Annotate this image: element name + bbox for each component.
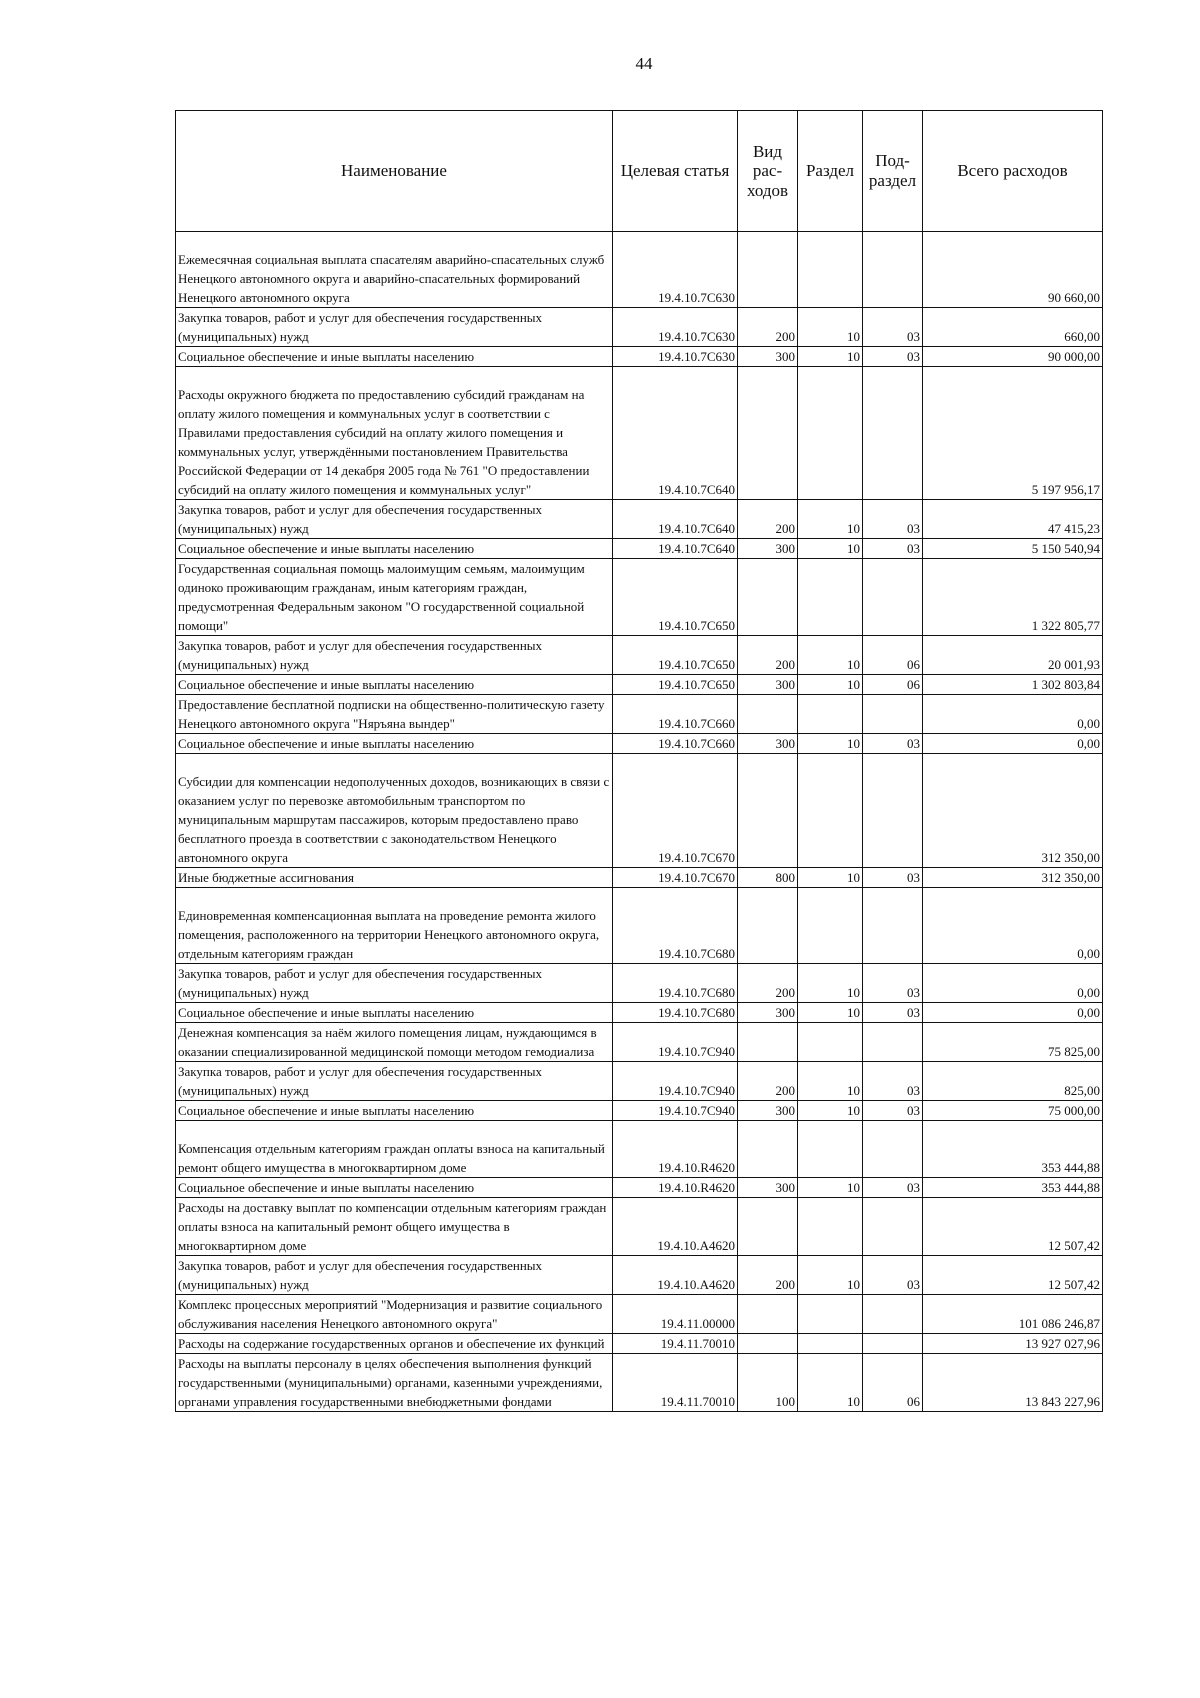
- row-vid-cell: 300: [738, 539, 798, 559]
- row-name-cell: Закупка товаров, работ и услуг для обеспечения государственных (муниципальных) нужд: [176, 636, 613, 675]
- row-name-cell: Закупка товаров, работ и услуг для обеспечения государственных (муниципальных) нужд: [176, 1062, 613, 1101]
- row-razdel-cell: 10: [798, 964, 863, 1003]
- row-podrazdel-cell: [863, 1334, 923, 1354]
- row-name-cell: Расходы на выплаты персоналу в целях обеспечения выполнения функций государственными (муниципальными) органами, казенными учреждениями, органами управления государственными внебюджетными фондами: [176, 1354, 613, 1412]
- row-razdel-cell: [798, 232, 863, 308]
- row-code-cell: 19.4.10.7С670: [613, 868, 738, 888]
- row-name-cell: Социальное обеспечение и иные выплаты населению: [176, 1101, 613, 1121]
- table-row: [176, 695, 1103, 734]
- row-vid-cell: 200: [738, 636, 798, 675]
- table-row: [176, 1354, 1103, 1412]
- row-name-cell: Расходы на доставку выплат по компенсации отдельным категориям граждан оплаты взноса на капитальный ремонт общего имущества в многоквартирном доме: [176, 1198, 613, 1256]
- table-row: [176, 500, 1103, 539]
- row-code-cell: 19.4.10.7С940: [613, 1062, 738, 1101]
- row-total-cell: 5 150 540,94: [923, 539, 1103, 559]
- row-code-cell: 19.4.10.7С660: [613, 695, 738, 734]
- row-code-cell: 19.4.10.7С630: [613, 308, 738, 347]
- row-total-cell: 90 000,00: [923, 347, 1103, 367]
- row-podrazdel-cell: [863, 754, 923, 868]
- row-vid-cell: [738, 1121, 798, 1178]
- row-razdel-cell: 10: [798, 868, 863, 888]
- table-row: [176, 1334, 1103, 1354]
- row-name-cell: Социальное обеспечение и иные выплаты населению: [176, 347, 613, 367]
- row-code-cell: 19.4.10.7С680: [613, 1003, 738, 1023]
- row-name-cell: Субсидии для компенсации недополученных доходов, возникающих в связи с оказанием услуг по перевозке автомобильным транспортом по муниципальным маршрутам пассажиров, которым предоставлено право бесплатного проезда в соответствии с законодательством Ненецкого автономного округа: [176, 754, 613, 868]
- row-razdel-cell: [798, 888, 863, 964]
- row-code-cell: 19.4.10.7С650: [613, 675, 738, 695]
- row-code-cell: 19.4.11.00000: [613, 1295, 738, 1334]
- header-razdel: Раздел: [798, 111, 863, 232]
- row-razdel-cell: [798, 695, 863, 734]
- row-podrazdel-cell: [863, 559, 923, 636]
- row-podrazdel-cell: 03: [863, 347, 923, 367]
- row-razdel-cell: 10: [798, 1178, 863, 1198]
- row-vid-cell: 200: [738, 964, 798, 1003]
- row-name-cell: Ежемесячная социальная выплата спасателям аварийно-спасательных служб Ненецкого автономного округа и аварийно-спасательных формирований Ненецкого автономного округа: [176, 232, 613, 308]
- row-vid-cell: 200: [738, 1256, 798, 1295]
- row-code-cell: 19.4.10.R4620: [613, 1121, 738, 1178]
- row-name-cell: Расходы окружного бюджета по предоставлению субсидий гражданам на оплату жилого помещения и коммунальных услуг в соответствии с Правилами предоставления субсидий на оплату жилого помещения и коммунальных услуг, утверждёнными постановлением Правительства Российской Федерации от 14 декабря 2005 года № 761 "О предоставлении субсидий на оплату жилого помещения и коммунальных услуг": [176, 367, 613, 500]
- row-name-cell: Социальное обеспечение и иные выплаты населению: [176, 1178, 613, 1198]
- row-name-cell: Социальное обеспечение и иные выплаты населению: [176, 675, 613, 695]
- row-total-cell: 5 197 956,17: [923, 367, 1103, 500]
- row-total-cell: 825,00: [923, 1062, 1103, 1101]
- row-razdel-cell: [798, 1023, 863, 1062]
- row-razdel-cell: 10: [798, 675, 863, 695]
- row-vid-cell: 300: [738, 347, 798, 367]
- row-podrazdel-cell: 03: [863, 539, 923, 559]
- row-vid-cell: [738, 1198, 798, 1256]
- table-row: [176, 1121, 1103, 1178]
- header-total: Всего расходов: [923, 111, 1103, 232]
- table-row: [176, 559, 1103, 636]
- row-podrazdel-cell: 03: [863, 1178, 923, 1198]
- row-code-cell: 19.4.10.7С640: [613, 539, 738, 559]
- row-name-cell: Закупка товаров, работ и услуг для обеспечения государственных (муниципальных) нужд: [176, 1256, 613, 1295]
- row-podrazdel-cell: [863, 1023, 923, 1062]
- row-name-cell: Закупка товаров, работ и услуг для обеспечения государственных (муниципальных) нужд: [176, 308, 613, 347]
- table-row: [176, 367, 1103, 500]
- row-podrazdel-cell: 03: [863, 1062, 923, 1101]
- row-podrazdel-cell: 03: [863, 500, 923, 539]
- table-row: [176, 734, 1103, 754]
- header-vid: Вид рас-ходов: [738, 111, 798, 232]
- row-podrazdel-cell: 06: [863, 675, 923, 695]
- row-vid-cell: 300: [738, 734, 798, 754]
- row-podrazdel-cell: 03: [863, 308, 923, 347]
- page-number: 44: [635, 54, 653, 73]
- row-vid-cell: [738, 1023, 798, 1062]
- row-podrazdel-cell: [863, 367, 923, 500]
- row-podrazdel-cell: [863, 1198, 923, 1256]
- row-code-cell: 19.4.10.7С640: [613, 367, 738, 500]
- row-podrazdel-cell: 03: [863, 1256, 923, 1295]
- row-razdel-cell: 10: [798, 347, 863, 367]
- row-podrazdel-cell: 06: [863, 1354, 923, 1412]
- row-total-cell: 0,00: [923, 1003, 1103, 1023]
- row-vid-cell: 200: [738, 500, 798, 539]
- header-name: Наименование: [176, 111, 613, 232]
- row-total-cell: 312 350,00: [923, 868, 1103, 888]
- row-code-cell: 19.4.10.7С940: [613, 1101, 738, 1121]
- row-razdel-cell: 10: [798, 308, 863, 347]
- row-code-cell: 19.4.11.70010: [613, 1334, 738, 1354]
- row-total-cell: 1 302 803,84: [923, 675, 1103, 695]
- row-total-cell: 75 825,00: [923, 1023, 1103, 1062]
- row-total-cell: 660,00: [923, 308, 1103, 347]
- row-vid-cell: 800: [738, 868, 798, 888]
- row-razdel-cell: 10: [798, 1256, 863, 1295]
- row-total-cell: 0,00: [923, 964, 1103, 1003]
- header-code: Целевая статья: [613, 111, 738, 232]
- row-podrazdel-cell: 03: [863, 1003, 923, 1023]
- row-razdel-cell: 10: [798, 1101, 863, 1121]
- row-podrazdel-cell: [863, 888, 923, 964]
- row-name-cell: Предоставление бесплатной подписки на общественно-политическую газету Ненецкого автономного округа "Няръяна вындер": [176, 695, 613, 734]
- row-razdel-cell: [798, 367, 863, 500]
- row-code-cell: 19.4.10.7С940: [613, 1023, 738, 1062]
- row-total-cell: 47 415,23: [923, 500, 1103, 539]
- row-razdel-cell: 10: [798, 539, 863, 559]
- row-code-cell: 19.4.11.70010: [613, 1354, 738, 1412]
- row-podrazdel-cell: 03: [863, 1101, 923, 1121]
- row-code-cell: 19.4.10.7С650: [613, 636, 738, 675]
- row-total-cell: 101 086 246,87: [923, 1295, 1103, 1334]
- row-total-cell: 20 001,93: [923, 636, 1103, 675]
- table-row: [176, 888, 1103, 964]
- table-row: [176, 1295, 1103, 1334]
- row-vid-cell: [738, 754, 798, 868]
- row-name-cell: Иные бюджетные ассигнования: [176, 868, 613, 888]
- row-razdel-cell: [798, 1295, 863, 1334]
- row-total-cell: 12 507,42: [923, 1198, 1103, 1256]
- row-vid-cell: [738, 695, 798, 734]
- row-razdel-cell: 10: [798, 734, 863, 754]
- row-razdel-cell: [798, 1334, 863, 1354]
- row-code-cell: 19.4.10.7С680: [613, 964, 738, 1003]
- table-row: [176, 636, 1103, 675]
- row-total-cell: 0,00: [923, 888, 1103, 964]
- table-row: [176, 754, 1103, 868]
- row-vid-cell: 200: [738, 308, 798, 347]
- row-name-cell: Комплекс процессных мероприятий "Модернизация и развитие социального обслуживания населения Ненецкого автономного округа": [176, 1295, 613, 1334]
- row-vid-cell: 100: [738, 1354, 798, 1412]
- row-name-cell: Социальное обеспечение и иные выплаты населению: [176, 734, 613, 754]
- table-row: [176, 1198, 1103, 1256]
- table-row: [176, 1003, 1103, 1023]
- row-razdel-cell: 10: [798, 636, 863, 675]
- row-code-cell: 19.4.10.7С680: [613, 888, 738, 964]
- row-total-cell: 312 350,00: [923, 754, 1103, 868]
- row-name-cell: Закупка товаров, работ и услуг для обеспечения государственных (муниципальных) нужд: [176, 964, 613, 1003]
- row-total-cell: 13 927 027,96: [923, 1334, 1103, 1354]
- row-podrazdel-cell: [863, 695, 923, 734]
- table-row: [176, 868, 1103, 888]
- row-podrazdel-cell: 06: [863, 636, 923, 675]
- row-code-cell: 19.4.10.А4620: [613, 1256, 738, 1295]
- row-name-cell: Социальное обеспечение и иные выплаты населению: [176, 1003, 613, 1023]
- row-total-cell: 90 660,00: [923, 232, 1103, 308]
- table-body: [176, 232, 1103, 1412]
- row-name-cell: Социальное обеспечение и иные выплаты населению: [176, 539, 613, 559]
- budget-table: [175, 110, 1103, 1412]
- row-razdel-cell: [798, 1121, 863, 1178]
- row-razdel-cell: [798, 1198, 863, 1256]
- row-total-cell: 12 507,42: [923, 1256, 1103, 1295]
- row-code-cell: 19.4.10.7С640: [613, 500, 738, 539]
- row-name-cell: Единовременная компенсационная выплата на проведение ремонта жилого помещения, расположенного на территории Ненецкого автономного округа, отдельным категориям граждан: [176, 888, 613, 964]
- row-razdel-cell: 10: [798, 1062, 863, 1101]
- table-row: [176, 1023, 1103, 1062]
- row-vid-cell: 300: [738, 1178, 798, 1198]
- row-razdel-cell: 10: [798, 1003, 863, 1023]
- table-row: [176, 308, 1103, 347]
- row-vid-cell: 300: [738, 675, 798, 695]
- row-podrazdel-cell: 03: [863, 964, 923, 1003]
- row-code-cell: 19.4.10.7С670: [613, 754, 738, 868]
- row-razdel-cell: [798, 559, 863, 636]
- table-row: [176, 232, 1103, 308]
- row-vid-cell: [738, 559, 798, 636]
- row-total-cell: 353 444,88: [923, 1178, 1103, 1198]
- table-row: [176, 347, 1103, 367]
- row-code-cell: 19.4.10.7С630: [613, 347, 738, 367]
- row-razdel-cell: 10: [798, 1354, 863, 1412]
- row-podrazdel-cell: [863, 1295, 923, 1334]
- row-name-cell: Государственная социальная помощь малоимущим семьям, малоимущим одиноко проживающим гражданам, иным категориям граждан, предусмотренная Федеральным законом "О государственной социальной помощи": [176, 559, 613, 636]
- row-name-cell: Денежная компенсация за наём жилого помещения лицам, нуждающимся в оказании специализированной медицинской помощи методом гемодиализа: [176, 1023, 613, 1062]
- row-total-cell: 1 322 805,77: [923, 559, 1103, 636]
- table-row: [176, 1062, 1103, 1101]
- row-total-cell: 0,00: [923, 695, 1103, 734]
- row-total-cell: 353 444,88: [923, 1121, 1103, 1178]
- row-name-cell: Компенсация отдельным категориям граждан оплаты взноса на капитальный ремонт общего имущества в многоквартирном доме: [176, 1121, 613, 1178]
- header-podrazdel: Под-раздел: [863, 111, 923, 232]
- row-razdel-cell: 10: [798, 500, 863, 539]
- row-vid-cell: 300: [738, 1101, 798, 1121]
- row-podrazdel-cell: 03: [863, 734, 923, 754]
- row-code-cell: 19.4.10.7С650: [613, 559, 738, 636]
- row-total-cell: 75 000,00: [923, 1101, 1103, 1121]
- row-vid-cell: [738, 1334, 798, 1354]
- table-row: [176, 1178, 1103, 1198]
- row-razdel-cell: [798, 754, 863, 868]
- row-name-cell: Закупка товаров, работ и услуг для обеспечения государственных (муниципальных) нужд: [176, 500, 613, 539]
- row-podrazdel-cell: [863, 232, 923, 308]
- row-podrazdel-cell: 03: [863, 868, 923, 888]
- row-total-cell: 0,00: [923, 734, 1103, 754]
- row-vid-cell: [738, 888, 798, 964]
- table-row: [176, 675, 1103, 695]
- row-vid-cell: [738, 232, 798, 308]
- row-vid-cell: 200: [738, 1062, 798, 1101]
- row-code-cell: 19.4.10.R4620: [613, 1178, 738, 1198]
- row-total-cell: 13 843 227,96: [923, 1354, 1103, 1412]
- row-podrazdel-cell: [863, 1121, 923, 1178]
- row-vid-cell: [738, 367, 798, 500]
- table-row: [176, 1256, 1103, 1295]
- row-name-cell: Расходы на содержание государственных органов и обеспечение их функций: [176, 1334, 613, 1354]
- table-header-row: [176, 111, 1103, 232]
- row-vid-cell: 300: [738, 1003, 798, 1023]
- table-row: [176, 1101, 1103, 1121]
- row-code-cell: 19.4.10.7С630: [613, 232, 738, 308]
- row-code-cell: 19.4.10.7С660: [613, 734, 738, 754]
- table-row: [176, 539, 1103, 559]
- row-code-cell: 19.4.10.А4620: [613, 1198, 738, 1256]
- table-row: [176, 964, 1103, 1003]
- row-vid-cell: [738, 1295, 798, 1334]
